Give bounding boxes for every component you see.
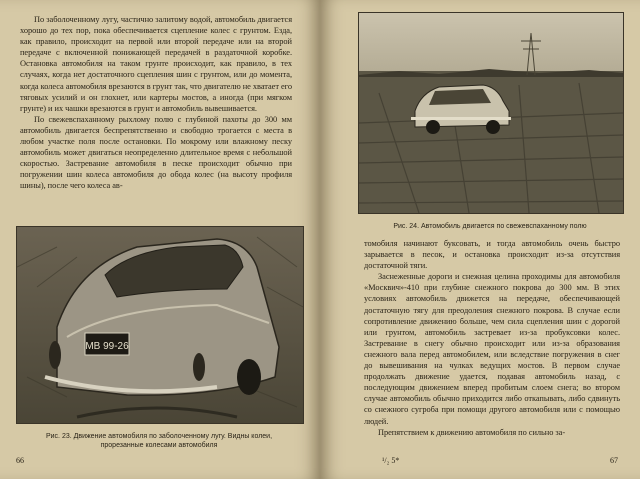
left-page-text: [20, 14, 292, 192]
left-paragraph-1: По заболоченному лугу, частично залитому водой, автомобиль двигается хорошо до тех пор, пока обеспечивается сцепление колес с грунтом. Езда, как правило, происходит на первой или второй передаче или на второй передаче с включенной понижающей передачей в раздаточной коробке. Остановка автомобиля на таком грунте происходит, как правило, в тех случаях, когда нет достаточного сцепления шин с грунтом, или до момента, когда колеса автомобиля врезаются в грунт так, что двигателю не хватает его тяговых усилий и он глохнет, или картеры мостов, а иногда (при мягком грунте) и их чашки врезаются в грунт и автомобиль вывешивается.: [20, 15, 292, 113]
right-paragraph-1: томобиля начинают буксовать, и тогда автомобиль очень быстро зарывается в песок, и остановка происходит из-за отсутствия достаточной тяги.: [364, 239, 620, 271]
car-on-meadow-image: [17, 227, 303, 423]
right-paragraph-2: Заснеженные дороги и снежная целина проходимы для автомобиля «Москвич»-410 при глубине снежного покрова до 300 мм. В этих условиях автомобиль движется на передаче, обеспечивающей достаточную тягу для преодоления снежного покрова. В случае если сопротивление движению больше, чем сила сцепления шин с дорогой или грунтом, автомобиль застревает из-за пробуксовки колес. Застревание в снегу обычно происходит или из-за образования снежного вала перед автомобилем, или вследствие погружения в снег до вывешивания на чулках ведущих мостов. В первом случае продолжать движение удается, подавая автомобиль назад, с последующим движением вперед пробитым слоем снега; во втором случае автомобиль обычно приходится либо откапывать, либо сдвинуть со снежного сугроба при помощи другого автомобиля или с помощью людей.: [364, 272, 620, 426]
signature-mark: ¹/₂ 5*: [382, 456, 400, 465]
right-paragraph-3: Препятствием к движению автомобиля по сильно за-: [378, 427, 566, 437]
page-number-right: 67: [610, 456, 618, 465]
figure-23-photo: [16, 226, 304, 424]
car-on-field-image: [359, 13, 623, 213]
figure-23-caption: Рис. 23. Движение автомобиля по заболоченному лугу. Видны колеи, прорезанные колесами автомобиля: [45, 433, 273, 450]
figure-24-caption: Рис. 24. Автомобиль двигается по свежевспаханному полю: [393, 223, 587, 230]
figure-24-photo: [358, 12, 624, 214]
right-page-text: [364, 238, 620, 438]
license-plate: МВ 99-26: [85, 341, 129, 352]
left-paragraph-2: По свежевспаханному рыхлому полю с глубиной пахоты до 300 мм автомобиль двигается беспрепятственно и свободно трогается с места в любом участке поля после остановки. По мокрому или влажному песку автомобиль может двигаться неопределенно длительное время с небольшой скоростью. Застревание автомобиля в песке происходит обычно при погружении шин колеса автомобиля до обода колес (на высоту профиля шины), после чего колеса ав-: [20, 114, 292, 191]
page-number-left: 66: [16, 456, 24, 465]
right-page: [320, 0, 640, 479]
